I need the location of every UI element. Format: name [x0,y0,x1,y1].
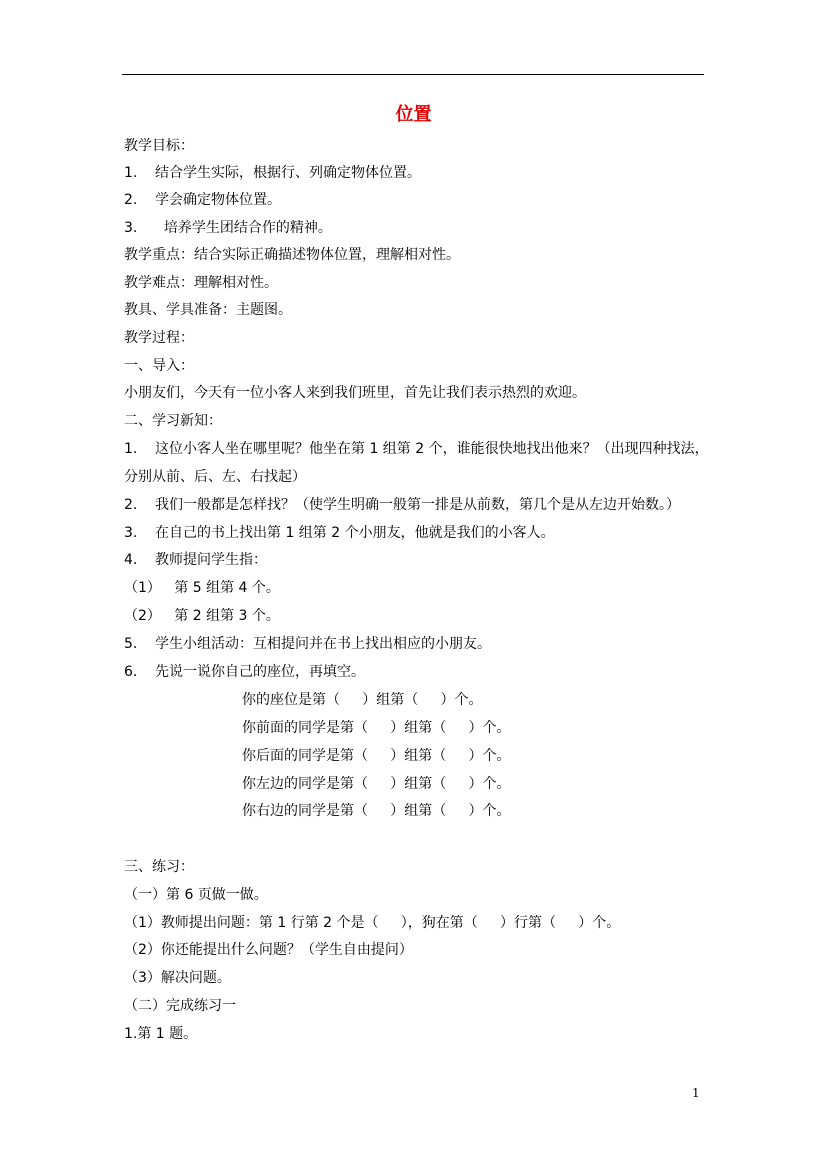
text-line: 教具、学具准备：主题图。 [124,302,292,318]
header-rule [122,74,704,75]
item-text: 结合学生实际，根据行、列确定物体位置。 [155,165,421,181]
text-line: （2）你还能提出什么问题？（学生自由提问） [124,942,413,958]
item-number: 1. [124,441,138,457]
fill-blank-line: 你右边的同学是第（ ）组第（ ）个。 [242,803,511,819]
numbered-item [124,439,709,459]
text-line: （二）完成练习一 [124,998,236,1014]
item-number: 3. [124,525,138,541]
numbered-item [124,662,365,682]
item-text: 这位小客人坐在哪里呢？他坐在第 1 组第 2 个，谁能很快地找出他来？（出现四种找法， [155,441,709,457]
numbered-item [124,495,680,515]
item-text: 在自己的书上找出第 1 组第 2 个小朋友，他就是我们的小客人。 [155,525,555,541]
page-title: 位置 [395,104,432,125]
item-number: 6. [124,664,138,680]
section-heading: 三、练习： [124,859,194,875]
item-text: 学生小组活动：互相提问并在书上找出相应的小朋友。 [155,636,491,652]
item-number: 3. [124,220,138,236]
numbered-item [124,163,421,183]
text-line: 教学重点：结合实际正确描述物体位置，理解相对性。 [124,247,460,263]
text-line: 1.第 1 题。 [124,1026,198,1042]
item-text: 我们一般都是怎样找？（使学生明确一般第一排是从前数，第几个是从左边开始数。） [155,497,680,513]
text-line: （3）解决问题。 [124,970,231,986]
item-text: 教师提问学生指： [155,552,267,568]
fill-blank-line: 你左边的同学是第（ ）组第（ ）个。 [242,776,511,792]
numbered-item [124,190,281,210]
text-line: （2） 第 2 组第 3 个。 [124,608,280,624]
item-number: 1. [124,165,138,181]
numbered-item [124,523,555,543]
text-line: 分别从前、后、左、右找起） [124,469,306,485]
numbered-item [124,634,491,654]
section-heading: 二、学习新知： [124,413,222,429]
numbered-item [124,550,267,570]
text-line: （1）教师提出问题：第 1 行第 2 个是（ ），狗在第（ ）行第（ ）个。 [124,915,621,931]
text-line: （一）第 6 页做一做。 [124,887,268,903]
text-line: 小朋友们，今天有一位小客人来到我们班里，首先让我们表示热烈的欢迎。 [124,385,586,401]
numbered-item [124,218,332,238]
fill-blank-line: 你的座位是第（ ）组第（ ）个。 [242,692,483,708]
text-line: 教学目标： [124,138,194,154]
item-text: 学会确定物体位置。 [155,192,281,208]
page-number: 1 [692,1086,700,1100]
item-number: 4. [124,552,138,568]
text-line: 教学过程： [124,330,194,346]
text-line: 教学难点：理解相对性。 [124,275,278,291]
item-text: 培养学生团结合作的精神。 [155,220,332,236]
item-number: 2. [124,497,138,513]
text-line: （1） 第 5 组第 4 个。 [124,580,280,596]
section-heading: 一、导入： [124,358,194,374]
item-number: 2. [124,192,138,208]
item-text: 先说一说你自己的座位，再填空。 [155,664,365,680]
fill-blank-line: 你前面的同学是第（ ）组第（ ）个。 [242,720,511,736]
item-number: 5. [124,636,138,652]
fill-blank-line: 你后面的同学是第（ ）组第（ ）个。 [242,748,511,764]
